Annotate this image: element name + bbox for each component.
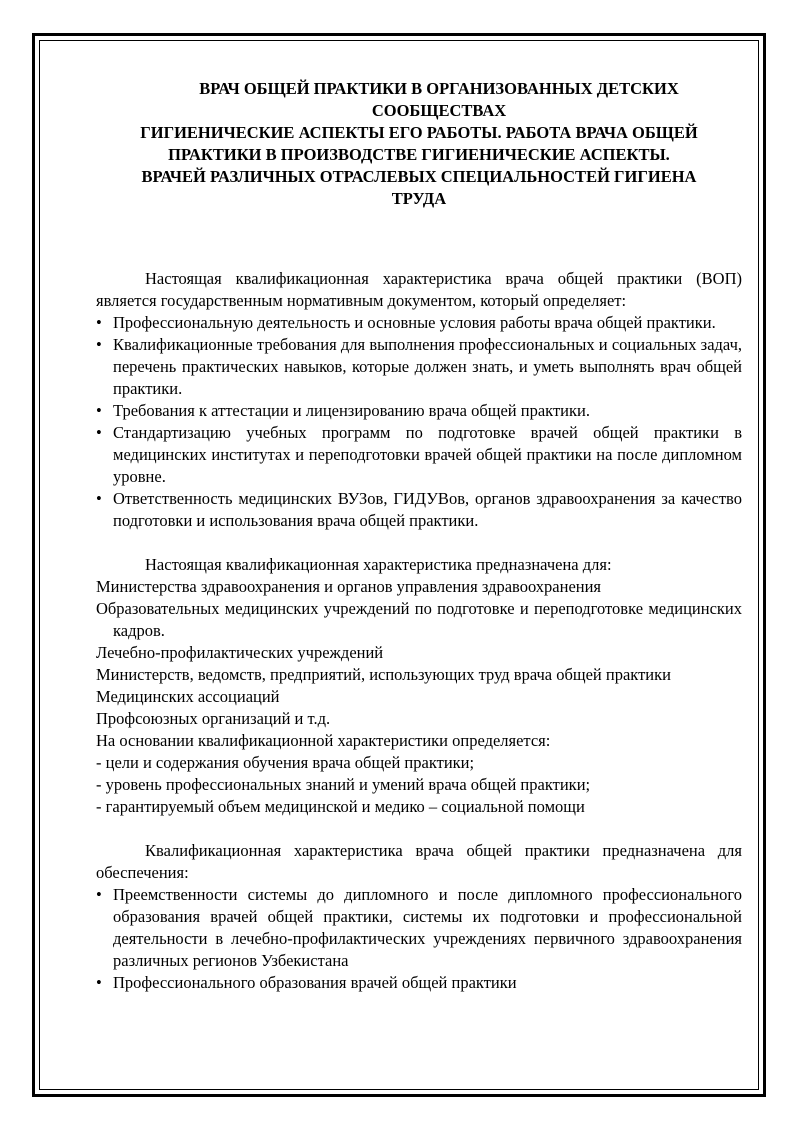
list-item: Образовательных медицинских учреждений по подготовке и переподготовке медицинских кадров. bbox=[96, 599, 742, 640]
list-item: • Преемственности системы до дипломного и после дипломного профессионального образования врачей общей практики, системы их подготовки и профессиональной деятельности в лечебно-профилактических учреждениях первичного здравоохранения различных регионов Узбекистана bbox=[96, 884, 742, 972]
list-item: Министерства здравоохранения и органов управления здравоохранения bbox=[96, 577, 602, 596]
title-line-1: ВРАЧ ОБЩЕЙ ПРАКТИКИ В ОРГАНИЗОВАННЫХ ДЕТСКИХ СООБЩЕСТВАХ bbox=[199, 79, 679, 120]
list-item: • Требования к аттестации и лицензированию врача общей практики. bbox=[96, 400, 742, 422]
list-item: • Ответственность медицинских ВУЗов, ГИДУВов, органов здравоохранения за качество подготовки и использования врача общей практики. bbox=[96, 488, 742, 532]
list-item: • Профессионального образования врачей общей практики bbox=[96, 972, 742, 994]
list-item: Лечебно-профилактических учреждений bbox=[96, 643, 384, 662]
section3-bullet-list bbox=[96, 884, 742, 994]
section2-intro: Настоящая квалификационная характеристика предназначена для: bbox=[145, 555, 612, 574]
list-item: - цели и содержания обучения врача общей практики; bbox=[96, 753, 475, 772]
section1-bullet-list bbox=[96, 312, 742, 532]
list-item: Министерств, ведомств, предприятий, использующих труд врача общей практики bbox=[96, 665, 671, 684]
section3-intro: Квалификационная характеристика врача общей практики предназначена для обеспечения: bbox=[96, 841, 742, 882]
list-item: Профсоюзных организаций и т.д. bbox=[96, 709, 331, 728]
list-item: Медицинских ассоциаций bbox=[96, 687, 280, 706]
section2-basis: На основании квалификационной характеристики определяется: bbox=[96, 731, 551, 750]
title-line-2: ГИГИЕНИЧЕСКИЕ АСПЕКТЫ ЕГО РАБОТЫ. РАБОТА ВРАЧА ОБЩЕЙ ПРАКТИКИ В ПРОИЗВОДСТВЕ ГИГИЕНИЧЕСКИЕ АСПЕКТЫ. ВРАЧЕЙ РАЗЛИЧНЫХ ОТРАСЛЕВЫХ СПЕЦИАЛЬНОСТЕЙ ГИГИЕНА ТРУДА bbox=[140, 123, 698, 208]
document-body bbox=[96, 268, 742, 994]
section1-intro: Настоящая квалификационная характеристика врача общей практики (ВОП) является государственным нормативным документом, который определяет: bbox=[96, 269, 742, 310]
list-item: - гарантируемый объем медицинской и медико – социальной помощи bbox=[96, 797, 585, 816]
list-item: • Стандартизацию учебных программ по подготовке врачей общей практики в медицинских институтах и переподготовки врачей общей практики на после дипломном уровне. bbox=[96, 422, 742, 488]
document-title bbox=[96, 78, 742, 210]
list-item: • Квалификационные требования для выполнения профессиональных и социальных задач, перечень практических навыков, которые должен знать, и уметь выполнять врач общей практики. bbox=[96, 334, 742, 400]
list-item: • Профессиональную деятельность и основные условия работы врача общей практики. bbox=[96, 312, 742, 334]
list-item: - уровень профессиональных знаний и умений врача общей практики; bbox=[96, 775, 591, 794]
